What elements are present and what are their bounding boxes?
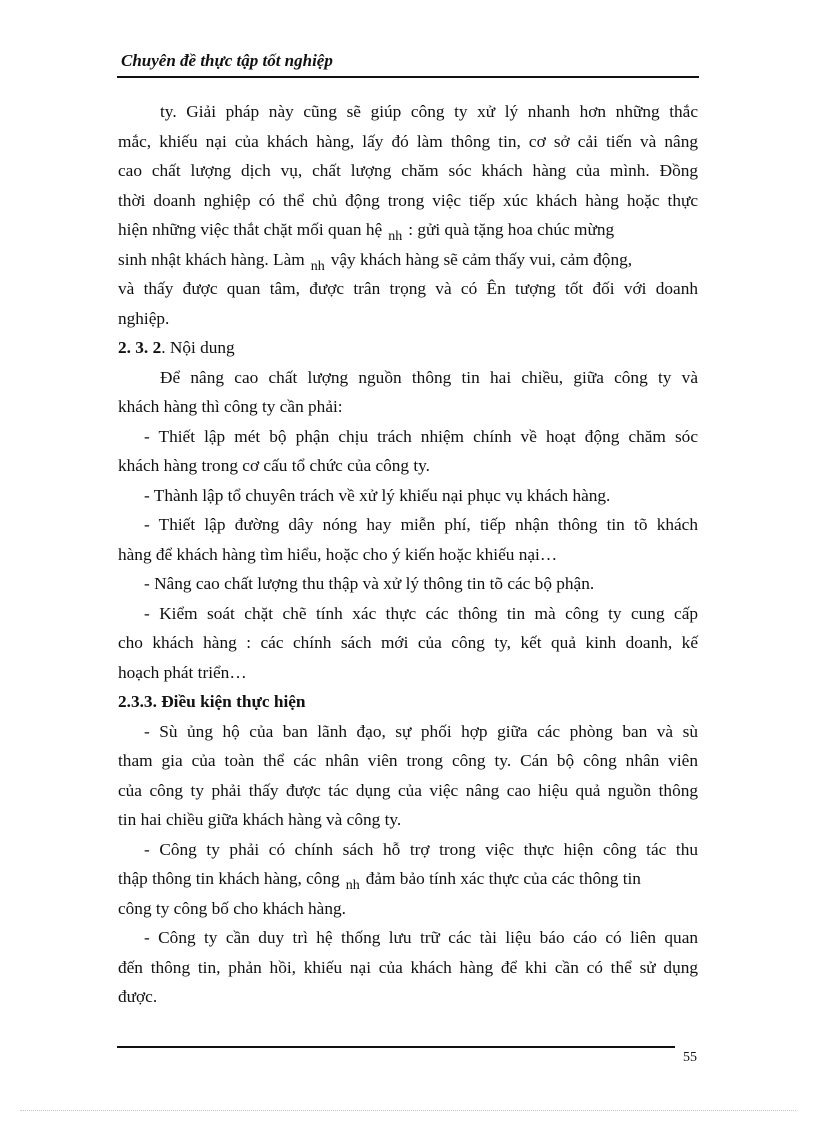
list-item-line: ‐ Công ty phải có chính sách hỗ trợ trong việc thực hiện công tác thu bbox=[144, 839, 698, 859]
paragraph-line: và thấy được quan tâm, được trân trọng và có Ên tượng tốt đối với doanh bbox=[118, 279, 698, 298]
text-span: : gửi quà tặng hoa chúc mừng bbox=[408, 220, 615, 239]
inline-nh-text: nh bbox=[345, 878, 360, 893]
header-rule bbox=[117, 76, 699, 78]
section-title: . Nội dung bbox=[161, 338, 235, 357]
inline-nh-text: nh bbox=[388, 229, 403, 244]
paragraph-line: mắc, khiếu nại của khách hàng, lấy đó làm thông tin, cơ sở cải tiến và nâng bbox=[118, 131, 698, 151]
list-item-line: hàng để khách hàng tìm hiểu, hoặc cho ý kiến hoặc khiếu nại… bbox=[118, 544, 558, 564]
text-span: vậy khách hàng sẽ cảm thấy vui, cảm động, bbox=[330, 249, 633, 269]
paragraph-line: khách hàng thì công ty cần phải: bbox=[118, 397, 343, 416]
list-item-line: của công ty phải thấy được tác dụng của việc nâng cao hiệu quả nguồn thông bbox=[118, 780, 698, 800]
footer-rule bbox=[117, 1046, 675, 1048]
list-item-line: ‐ Thiết lập mét bộ phận chịu trách nhiệm chính về hoạt động chăm sóc bbox=[144, 426, 698, 446]
text-span: đảm bảo tính xác thực của các thông tin bbox=[365, 869, 641, 888]
list-item-line: cho khách hàng : các chính sách mới của công ty, kết quả kinh doanh, kế bbox=[118, 633, 698, 652]
paragraph-line: thời doanh nghiệp có thể chủ động trong việc tiếp xúc khách hàng hoặc thực bbox=[118, 190, 698, 210]
running-header-title: Chuyên đề thực tập tốt nghiệp bbox=[121, 51, 333, 70]
list-item-line: tham gia của toàn thể các nhân viên trong công ty. Cán bộ công nhân viên bbox=[118, 751, 698, 770]
list-item-line: hoạch phát triển… bbox=[118, 662, 247, 682]
inline-nh-text: nh bbox=[310, 258, 325, 274]
paragraph-line: Để nâng cao chất lượng nguồn thông tin hai chiều, giữa công ty và bbox=[160, 367, 698, 387]
text-span: thập thông tin khách hàng, công bbox=[118, 869, 340, 888]
paragraph-line bbox=[118, 215, 698, 245]
page-number: 55 bbox=[683, 1050, 697, 1065]
list-item-line: ‐ Nâng cao chất lượng thu thập và xử lý thông tin tõ các bộ phận. bbox=[144, 574, 595, 593]
list-item-line: công ty công bố cho khách hàng. bbox=[118, 898, 346, 918]
section-heading-232 bbox=[118, 333, 698, 363]
list-item-line: ‐ Sù ủng hộ của ban lãnh đạo, sự phối hợp giữa các phòng ban và sù bbox=[144, 721, 698, 741]
section-heading-233: 2.3.3. Điều kiện thực hiện bbox=[118, 692, 306, 711]
list-item-line: tin hai chiều giữa khách hàng và công ty. bbox=[118, 810, 402, 829]
list-item-line: khách hàng trong cơ cấu tổ chức của công ty. bbox=[118, 456, 431, 475]
paragraph-line bbox=[118, 245, 698, 275]
text-span: hiện những việc thắt chặt mối quan hệ bbox=[118, 220, 383, 239]
body-text bbox=[118, 97, 698, 1012]
list-item-line: ‐ Thành lập tổ chuyên trách về xử lý khiếu nại phục vụ khách hàng. bbox=[144, 485, 611, 505]
text-span: sinh nhật khách hàng. Làm bbox=[118, 249, 305, 269]
section-number: 2. 3. 2 bbox=[118, 338, 162, 357]
paragraph-line: ty. Giải pháp này cũng sẽ giúp công ty xử lý nhanh hơn những thắc bbox=[160, 102, 698, 121]
list-item-line bbox=[118, 864, 698, 894]
list-item-line: ‐ Công ty cần duy trì hệ thống lưu trữ các tài liệu báo cáo có liên quan bbox=[144, 928, 698, 947]
list-item-line: được. bbox=[118, 987, 158, 1006]
list-item-line: ‐ Kiểm soát chặt chẽ tính xác thực các thông tin mà công ty cung cấp bbox=[144, 603, 698, 623]
list-item-line: ‐ Thiết lập đường dây nóng hay miễn phí, tiếp nhận thông tin tõ khách bbox=[144, 515, 698, 534]
page-bottom-divider bbox=[20, 1110, 796, 1111]
paragraph-line: nghiệp. bbox=[118, 308, 170, 328]
paragraph-line: cao chất lượng dịch vụ, chất lượng chăm sóc khách hàng của mình. Đồng bbox=[118, 161, 698, 180]
list-item-line: đến thông tin, phản hồi, khiếu nại của khách hàng để khi cần có thể sử dụng bbox=[118, 957, 698, 977]
